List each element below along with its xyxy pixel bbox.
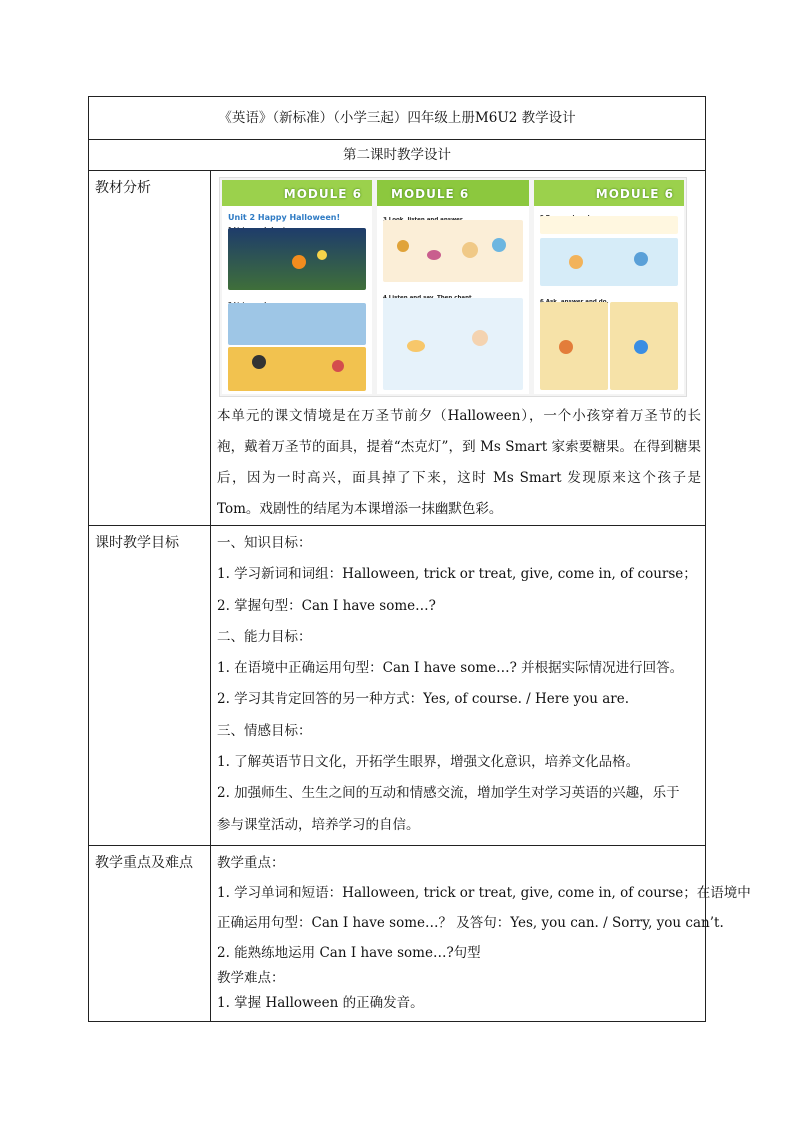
textbook-pages-image (219, 177, 687, 397)
textbook-page-1 (222, 180, 372, 394)
module-banner: MODULE 6 (283, 187, 362, 201)
objectives-label: 课时教学目标 (95, 535, 179, 551)
objective-line: 一、知识目标： (217, 535, 312, 551)
objective-line: 三、情感目标： (217, 722, 312, 739)
objective-line: 2. 学习其肯定回答的另一种方式：Yes, of course. / Here you are. (217, 691, 630, 708)
objective-line: 2. 加强师生、生生之间的互动和情感交流，增加学生对学习英语的兴趣，乐于 (217, 785, 680, 802)
analysis-paragraph: 本单元的课文情境是在万圣节前夕（Halloween），一个小孩穿着万圣节的长袍，戴着万圣节的面具，提着“杰克灯”，到 Ms Smart 家索要糖果。在得到糖果后，因为一时高兴，面具掉了下来，这时 Ms Smart 发现原来这个孩子是 Tom。戏剧性的结尾为本课增添一抹幽默色彩。 (217, 408, 701, 517)
key-point-line: 教学重点： (217, 855, 285, 871)
module-banner: MODULE 6 (391, 187, 470, 201)
analysis-content-cell (211, 171, 706, 526)
key-point-line: 1. 学习单词和短语：Halloween, trick or treat, give, come in, of course；在语境中 (217, 885, 751, 901)
module-banner: MODULE 6 (595, 187, 674, 201)
objective-line: 参与课堂活动，培养学习的自信。 (217, 816, 420, 833)
document-title: 《英语》（新标准）（小学三起）四年级上册M6U2 教学设计 (89, 97, 706, 140)
key-point-line: 正确运用句型：Can I have some…？ 及答句：Yes, you can. / Sorry, you can’t. (217, 915, 724, 931)
key-points-content-cell (211, 846, 751, 1022)
analysis-label-cell (89, 171, 211, 526)
lesson-plan-table (88, 96, 751, 1022)
objective-line: 2. 掌握句型：Can I have some…? (217, 597, 436, 614)
objective-line: 1. 在语境中正确运用句型：Can I have some…? 并根据实际情况进行回答。 (217, 660, 684, 677)
objectives-label-cell (89, 526, 211, 846)
key-point-line: 教学难点： (217, 970, 285, 986)
objective-line: 1. 学习新词和词组：Halloween, trick or treat, give, come in, of course； (217, 566, 697, 583)
objective-line: 1. 了解英语节日文化，开拓学生眼界，增强文化意识，培养文化品格。 (217, 754, 640, 771)
key-point-line: 1. 掌握 Halloween 的正确发音。 (217, 995, 424, 1011)
key-points-label: 教学重点及难点 (95, 855, 193, 871)
lesson-subtitle: 第二课时教学设计 (89, 140, 706, 171)
unit-title: Unit 2 Happy Halloween! (228, 213, 341, 222)
objective-line: 二、能力目标： (217, 628, 312, 645)
textbook-page-3 (534, 180, 684, 394)
objectives-content-cell (211, 526, 706, 846)
analysis-label: 教材分析 (95, 180, 151, 196)
key-points-label-cell (89, 846, 211, 1022)
key-point-line: 2. 能熟练地运用 Can I have some…?句型 (217, 945, 481, 961)
textbook-page-2 (377, 180, 529, 394)
